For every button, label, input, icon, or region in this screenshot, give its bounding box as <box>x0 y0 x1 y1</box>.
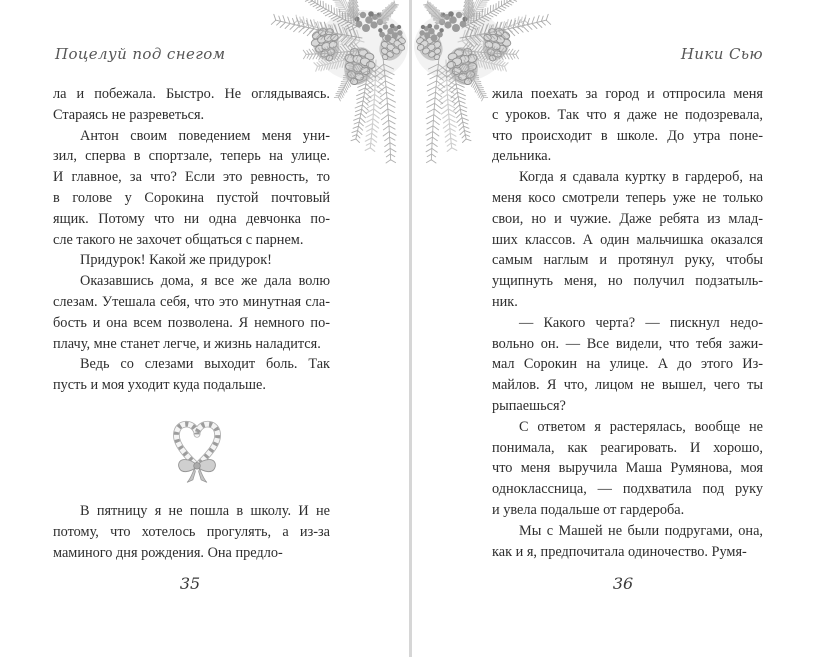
text-line: Антон своим поведением меня уни- <box>80 127 330 144</box>
paragraph <box>53 250 330 271</box>
text-line: как и я, предпочитала одиночество. Румя- <box>492 543 747 560</box>
paragraph <box>492 313 763 417</box>
left-page-text-block-1 <box>53 84 330 396</box>
left-page-text-block-2 <box>53 501 330 563</box>
text-line: пусть и моя уходит куда подальше. <box>53 377 266 394</box>
text-line: одноклассница, — подхватила под руку <box>492 481 763 498</box>
text-line: Мы с Машей не были подругами, она, <box>519 522 763 539</box>
text-line: Когда я сдавала куртку в гардероб, на <box>519 169 763 186</box>
text-line: что меня выручила Маша Румянова, моя <box>492 460 763 477</box>
text-line: майлов. Я что, лицом не вышел, чего ты <box>492 377 763 394</box>
text-line: бость и она всем позволена. Я немного по- <box>53 314 330 331</box>
text-line: потому, что хотелось прогулять, а из-за <box>53 523 330 540</box>
text-line: сле такого не захочет общаться с парнем. <box>53 231 304 248</box>
text-line: самым наглым и протянул руку, чтобы <box>492 252 763 269</box>
text-line: маминого дня рождения. Она предло- <box>53 544 283 561</box>
text-line: ник. <box>492 293 518 310</box>
paragraph <box>492 84 763 167</box>
paragraph <box>53 84 330 126</box>
text-line: рыпаешься? <box>492 397 566 414</box>
text-line: В пятницу я не пошла в школу. И не <box>80 503 330 519</box>
right-page-text-block <box>492 84 763 562</box>
candy-cane-heart-ornament <box>168 411 226 485</box>
paragraph <box>53 501 330 563</box>
paragraph <box>492 417 763 521</box>
text-line: зил, сперва в спортзале, теперь на улице. <box>53 148 330 165</box>
text-line: ших классов. А один мальчишка оказался <box>492 231 763 248</box>
text-line: и увела подальше от гардероба. <box>492 501 685 518</box>
text-line: Оказавшись дома, я все же дала волю <box>80 273 330 290</box>
text-line: меня косо смотрели теперь уже не только <box>492 189 763 206</box>
paragraph <box>53 271 330 354</box>
paragraph <box>53 126 330 251</box>
text-line: Ведь со слезами выходит боль. Так <box>80 356 330 373</box>
text-line: с уроков. Так что я даже не подозревала, <box>492 106 763 123</box>
text-line: С ответом я растерялась, вообще не <box>519 418 763 435</box>
page-number-left: 35 <box>179 574 201 593</box>
pine-frond <box>424 1 446 24</box>
text-line: вольно он. — Все видели, что тебя зажи- <box>492 335 763 352</box>
text-line: что происходит в школе. До утра поне- <box>492 127 763 144</box>
text-line: Придурок! Какой же придурок! <box>80 252 272 269</box>
paragraph <box>53 354 330 396</box>
text-line: свои, но и чужие. Даже ребята из млад- <box>492 210 763 227</box>
paragraph <box>492 167 763 313</box>
text-line: дельника. <box>492 148 552 165</box>
text-line: плачу, мне станет легче, и жизнь наладится. <box>53 335 321 352</box>
text-line: ящик. Потому что ни одна девчонка по- <box>53 210 330 227</box>
text-line: в голове у Сорокина пустой почтовый <box>53 189 330 206</box>
paragraph <box>492 521 763 563</box>
text-line: мал Сорокин на улице. А до этого Из- <box>492 356 763 373</box>
text-line: слезам. Утешала себя, что это минутная сла- <box>53 293 330 310</box>
page-number-right: 36 <box>612 574 634 593</box>
text-line: жила поехать за город и отпросила меня <box>492 86 763 102</box>
pine-frond <box>377 1 399 24</box>
text-line: ущипнуть меня, но получил подзатыль- <box>492 273 763 290</box>
text-line: И главное, за что? Если это ревность, то <box>53 169 330 186</box>
text-line: Стараясь не разреветься. <box>53 106 205 123</box>
text-line: понимала, как реагировать. И хорошо, <box>492 439 763 456</box>
text-line: ла и побежала. Быстро. Не оглядываясь. <box>53 86 330 102</box>
text-line: — Какого черта? — пискнул недо- <box>519 314 763 331</box>
bow-icon <box>179 460 216 483</box>
running-header-right: Ники Сью <box>680 45 763 63</box>
running-header-left: Поцелуй под снегом <box>55 45 226 63</box>
candy-cane-heart-icon <box>168 411 226 485</box>
